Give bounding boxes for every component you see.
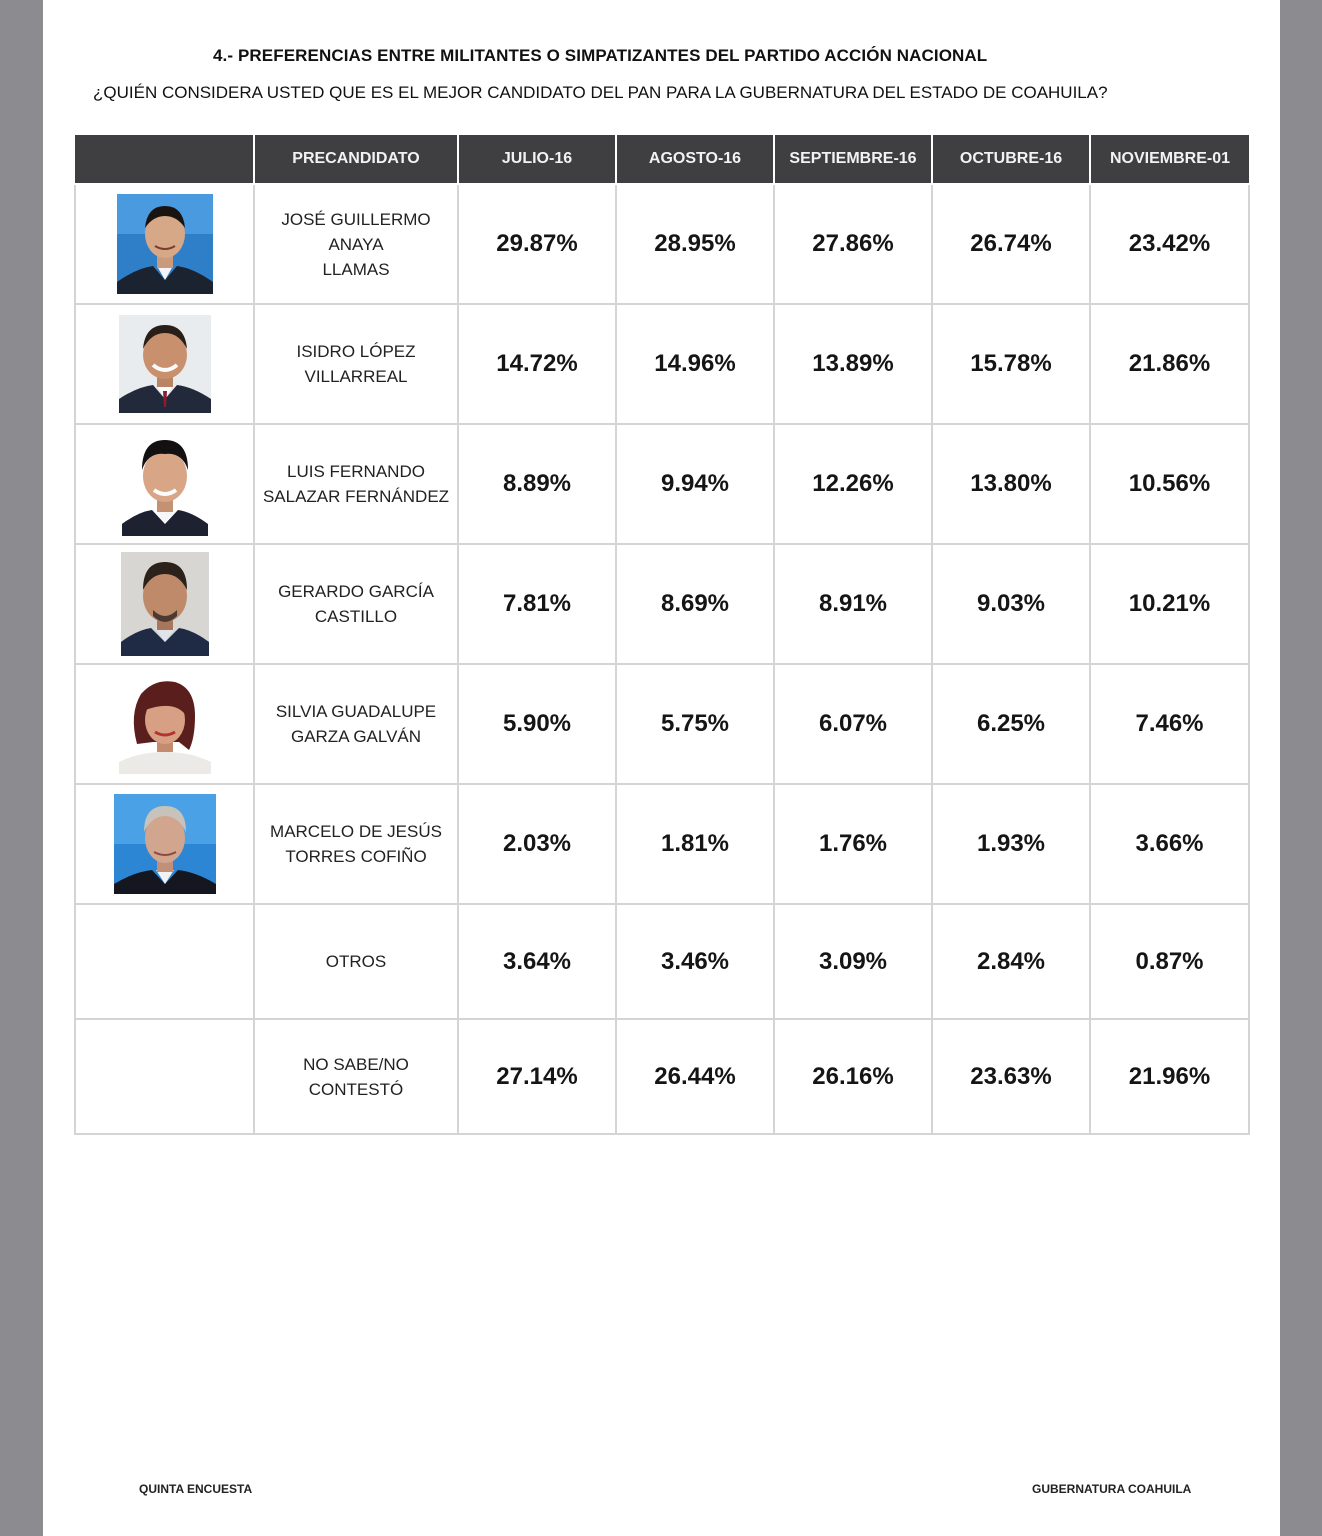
- candidate-name-line2: SALAZAR FERNÁNDEZ: [262, 487, 450, 506]
- candidate-photo-lopez: [119, 315, 211, 413]
- candidate-photo-garcia: [121, 552, 209, 656]
- value-sep: 27.86%: [774, 184, 932, 304]
- table-row: [75, 664, 1249, 784]
- candidate-name-line2: CONTESTÓ: [308, 1079, 404, 1099]
- value-nov: 10.21%: [1090, 544, 1249, 664]
- candidate-name-cell: [254, 664, 458, 784]
- value-jul: 27.14%: [458, 1019, 616, 1134]
- value-aug: 3.46%: [616, 904, 774, 1019]
- table-row: [75, 184, 1249, 304]
- value-nov: 21.86%: [1090, 304, 1249, 424]
- table-row: [75, 544, 1249, 664]
- candidate-photo-anaya: [117, 194, 213, 294]
- results-table: [74, 135, 1250, 1135]
- photo-cell: [75, 664, 254, 784]
- value-oct: 1.93%: [932, 784, 1090, 904]
- value-jul: 3.64%: [458, 904, 616, 1019]
- candidate-name-line1: JOSÉ GUILLERMO ANAYA: [281, 209, 431, 254]
- candidate-name-cell: [254, 904, 458, 1019]
- value-aug: 14.96%: [616, 304, 774, 424]
- table-row: [75, 304, 1249, 424]
- document-page: [43, 0, 1280, 1536]
- candidate-name-cell: [254, 304, 458, 424]
- value-oct: 9.03%: [932, 544, 1090, 664]
- value-jul: 2.03%: [458, 784, 616, 904]
- photo-cell: [75, 1019, 254, 1134]
- value-aug: 1.81%: [616, 784, 774, 904]
- value-aug: 5.75%: [616, 664, 774, 784]
- value-jul: 7.81%: [458, 544, 616, 664]
- value-sep: 12.26%: [774, 424, 932, 544]
- value-jul: 29.87%: [458, 184, 616, 304]
- footer-topic-label: GUBERNATURA COAHUILA: [1032, 1482, 1192, 1496]
- table-row: [75, 904, 1249, 1019]
- candidate-name-line2: GARZA GALVÁN: [290, 727, 422, 746]
- photo-cell: [75, 904, 254, 1019]
- candidate-name-line1: OTROS: [325, 952, 387, 971]
- value-aug: 9.94%: [616, 424, 774, 544]
- candidate-name-cell: [254, 424, 458, 544]
- value-sep: 6.07%: [774, 664, 932, 784]
- value-nov: 7.46%: [1090, 664, 1249, 784]
- header-nov: NOVIEMBRE-01: [1090, 135, 1249, 184]
- candidate-name-cell: [254, 184, 458, 304]
- header-sep: SEPTIEMBRE-16: [774, 135, 932, 184]
- value-oct: 2.84%: [932, 904, 1090, 1019]
- table-row: [75, 784, 1249, 904]
- candidate-photo-salazar: [120, 432, 210, 536]
- candidate-photo-garza: [119, 674, 211, 774]
- candidate-name-line1: LUIS FERNANDO: [287, 462, 425, 481]
- candidate-name-line1: NO SABE/NO: [303, 1054, 409, 1074]
- photo-cell: [75, 784, 254, 904]
- candidate-name-line2: CASTILLO: [314, 607, 398, 626]
- photo-cell: [75, 544, 254, 664]
- value-sep: 8.91%: [774, 544, 932, 664]
- header-candidate: PRECANDIDATO: [254, 135, 458, 184]
- candidate-name-cell: [254, 1019, 458, 1134]
- value-nov: 23.42%: [1090, 184, 1249, 304]
- candidate-name-line1: MARCELO DE JESÚS: [270, 822, 442, 841]
- candidate-name-line2: LLAMAS: [322, 259, 390, 279]
- photo-cell: [75, 304, 254, 424]
- value-oct: 23.63%: [932, 1019, 1090, 1134]
- value-oct: 26.74%: [932, 184, 1090, 304]
- candidate-name-cell: [254, 544, 458, 664]
- value-aug: 8.69%: [616, 544, 774, 664]
- value-aug: 26.44%: [616, 1019, 774, 1134]
- value-nov: 3.66%: [1090, 784, 1249, 904]
- candidate-name-line1: GERARDO GARCÍA: [278, 582, 434, 601]
- page-title: 4.- PREFERENCIAS ENTRE MILITANTES O SIMPATIZANTES DEL PARTIDO ACCIÓN NACIONAL: [213, 46, 988, 65]
- footer-survey-label: QUINTA ENCUESTA: [139, 1482, 253, 1496]
- table-header-row: [75, 135, 1249, 184]
- header-photo: [75, 135, 254, 184]
- table-row: [75, 1019, 1249, 1134]
- header-oct: OCTUBRE-16: [932, 135, 1090, 184]
- value-jul: 8.89%: [458, 424, 616, 544]
- value-jul: 14.72%: [458, 304, 616, 424]
- value-sep: 3.09%: [774, 904, 932, 1019]
- photo-cell: [75, 424, 254, 544]
- value-nov: 0.87%: [1090, 904, 1249, 1019]
- candidate-name-line2: VILLARREAL: [304, 367, 408, 386]
- value-aug: 28.95%: [616, 184, 774, 304]
- candidate-photo-torres: [114, 794, 216, 894]
- value-nov: 21.96%: [1090, 1019, 1249, 1134]
- photo-cell: [75, 184, 254, 304]
- candidate-name-cell: [254, 784, 458, 904]
- survey-question: ¿QUIÉN CONSIDERA USTED QUE ES EL MEJOR CANDIDATO DEL PAN PARA LA GUBERNATURA DEL ESTADO DE COAHUILA?: [93, 83, 1108, 102]
- candidate-name-line1: SILVIA GUADALUPE: [275, 702, 437, 721]
- value-oct: 15.78%: [932, 304, 1090, 424]
- value-sep: 26.16%: [774, 1019, 932, 1134]
- value-oct: 13.80%: [932, 424, 1090, 544]
- header-aug: AGOSTO-16: [616, 135, 774, 184]
- value-sep: 1.76%: [774, 784, 932, 904]
- header-jul: JULIO-16: [458, 135, 616, 184]
- candidate-name-line2: TORRES COFIÑO: [285, 847, 427, 866]
- value-nov: 10.56%: [1090, 424, 1249, 544]
- table-row: [75, 424, 1249, 544]
- value-jul: 5.90%: [458, 664, 616, 784]
- value-sep: 13.89%: [774, 304, 932, 424]
- candidate-name-line1: ISIDRO LÓPEZ: [296, 342, 416, 361]
- value-oct: 6.25%: [932, 664, 1090, 784]
